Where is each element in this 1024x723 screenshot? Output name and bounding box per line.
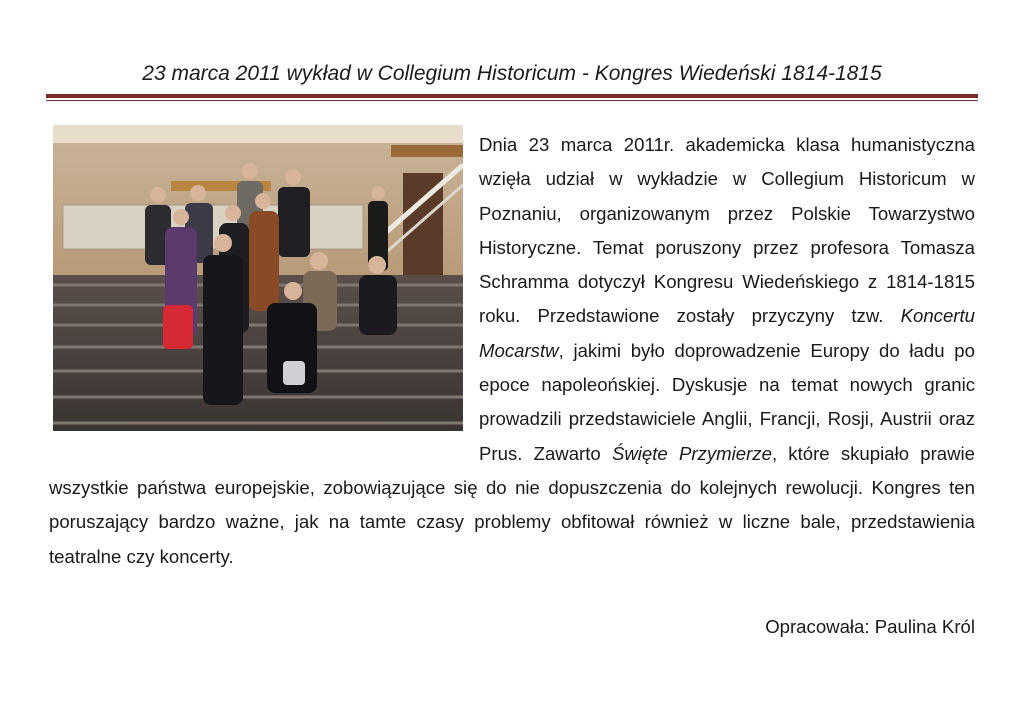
article-paragraph-part-1: Dnia 23 marca 2011r. akademicka klasa humanistyczna wzięła udział w wykładzie w Collegium Historicum w Poznaniu, organizowanym przez Polskie Towarzystwo Historyczne. Temat poruszony przez profesora Tomasza Schramma dotyczył Kongresu Wiedeńskiego z 1814-1815 roku. Przedstawione zostały przyczyny tzw. <box>479 134 975 327</box>
page-title: 23 marca 2011 wykład w Collegium Historicum - Kongres Wiedeński 1814-1815 <box>142 62 882 85</box>
article-body <box>49 128 975 574</box>
article-paragraph-part-3: , które skupiało prawie wszystkie państwa europejskie, zobowiązujące się do nie dopuszczenia do kolejnych rewolucji. Kongres ten poruszający bardzo ważne, jak na tamte czasy problemy obfitował również w liczne bale, przedstawienia teatralne czy koncerty. <box>49 442 976 567</box>
title-rule-thick <box>46 94 978 98</box>
article-emphasis-koncert: Koncertu Mocarstw <box>479 305 975 361</box>
article-paragraph-part-2: , jakimi było doprowadzenie Europy do ładu po epoce napoleońskiej. Dyskusje na temat nowych granic prowadzili przedstawiciele Anglii, Francji, Rosji, Austrii oraz Prus. Zawarto <box>479 339 975 464</box>
author-signature: Opracowała: Paulina Król <box>765 616 975 637</box>
photo-wrap-space <box>49 128 479 437</box>
article-emphasis-przymierze: Święte Przymierze <box>611 442 772 464</box>
title-rule-thin <box>46 100 978 101</box>
